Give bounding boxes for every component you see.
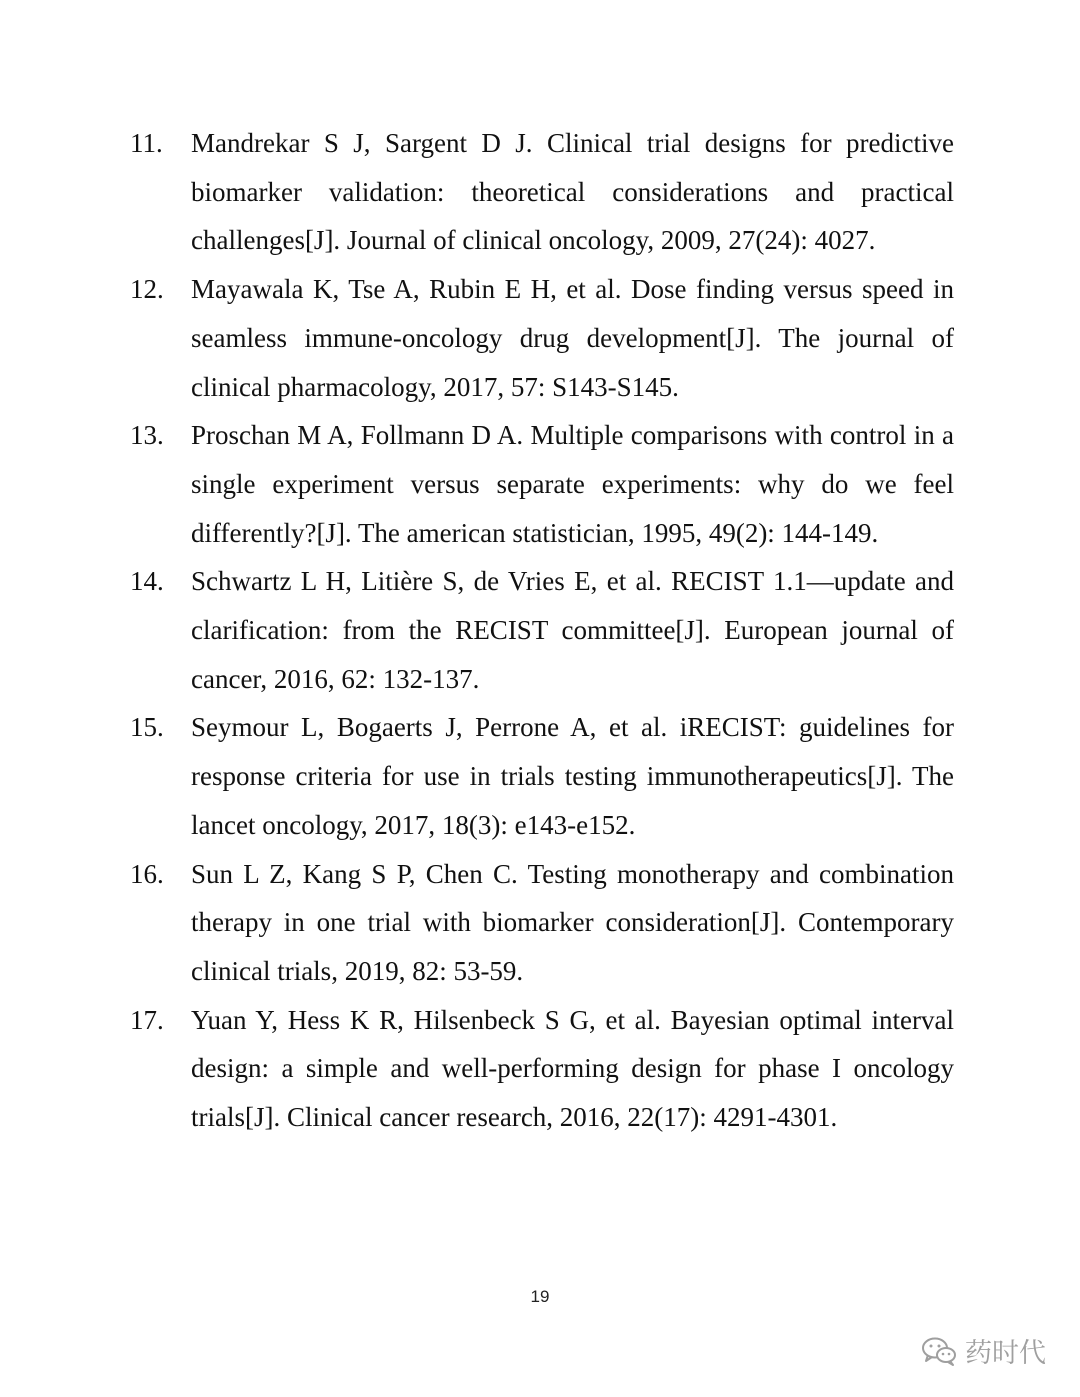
reference-text: Mayawala K, Tse A, Rubin E H, et al. Dose finding versus speed in seamless immune-oncology drug development[J]. The journal of clinical pharmacology, 2017, 57: S143-S145. bbox=[191, 274, 954, 402]
reference-item bbox=[130, 411, 954, 557]
reference-item bbox=[130, 265, 954, 411]
reference-number: 15. bbox=[130, 712, 164, 743]
watermark-text: 药时代 bbox=[965, 1338, 1046, 1369]
reference-item bbox=[130, 703, 954, 849]
wechat-icon bbox=[921, 1336, 957, 1366]
reference-text: Schwartz L H, Litière S, de Vries E, et al. RECIST 1.1—update and clarification: from the RECIST committee[J]. European journal of cancer, 2016, 62: 132-137. bbox=[191, 566, 954, 694]
reference-text: Sun L Z, Kang S P, Chen C. Testing monotherapy and combination therapy in one trial with biomarker consideration[J]. Contemporary clinical trials, 2019, 82: 53-59. bbox=[191, 858, 954, 986]
reference-number: 12. bbox=[130, 274, 164, 305]
reference-number: 17. bbox=[130, 1004, 164, 1035]
reference-text: Proschan M A, Follmann D A. Multiple comparisons with control in a single experiment versus separate experiments: why do we feel differently?[J]. The american statistician, 1995, 49(2): 144-149. bbox=[191, 420, 954, 548]
reference-number: 13. bbox=[130, 420, 164, 451]
reference-number: 14. bbox=[130, 566, 164, 597]
reference-number: 16. bbox=[130, 858, 164, 889]
reference-text: Yuan Y, Hess K R, Hilsenbeck S G, et al. Bayesian optimal interval design: a simple and well-performing design for phase I oncology trials[J]. Clinical cancer research, 2016, 22(17): 4291-4301. bbox=[191, 1004, 954, 1133]
watermark bbox=[921, 1331, 1046, 1370]
page-number: 19 bbox=[530, 1287, 550, 1306]
reference-item bbox=[130, 850, 954, 996]
reference-number: 11. bbox=[130, 128, 163, 158]
reference-list bbox=[130, 119, 954, 1142]
reference-item bbox=[130, 119, 954, 265]
reference-text: Mandrekar S J, Sargent D J. Clinical trial designs for predictive biomarker validation: theoretical considerations and practical challenges[J]. Journal of clinical oncology, 2009, 27(24): 4027. bbox=[191, 128, 954, 256]
reference-item bbox=[130, 557, 954, 703]
reference-text: Seymour L, Bogaerts J, Perrone A, et al. iRECIST: guidelines for response criteria for use in trials testing immunotherapeutics[J]. The lancet oncology, 2017, 18(3): e143-e152. bbox=[191, 712, 954, 840]
reference-item bbox=[130, 996, 954, 1142]
